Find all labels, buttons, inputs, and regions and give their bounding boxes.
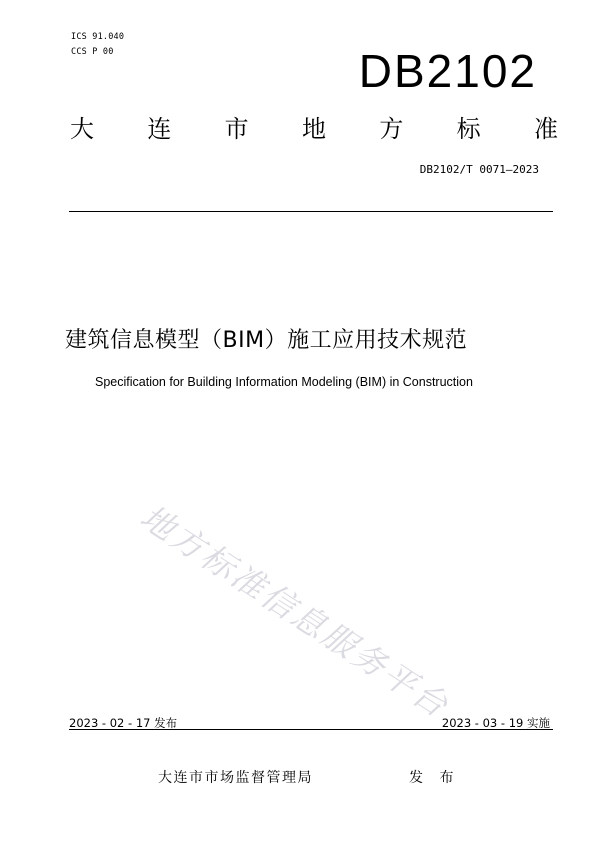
heading-char: 连: [147, 115, 172, 143]
ccs-code: CCS P 00: [71, 47, 114, 57]
ics-code: ICS 91.040: [71, 32, 125, 42]
issue-date: 2023 - 02 - 17 发布: [69, 716, 178, 730]
issuing-authority: 大连市市场监督管理局: [158, 770, 313, 786]
standard-number: DB2102/T 0071—2023: [419, 163, 539, 176]
document-title-english: Specification for Building Information Modeling (BIM) in Construction: [95, 375, 473, 389]
heading-char: 标: [456, 115, 481, 143]
standard-code-logo: DB2102: [358, 45, 537, 97]
heading-char: 准: [533, 115, 558, 143]
heading-char: 地: [301, 115, 326, 143]
issue-label: 发 布: [409, 770, 460, 786]
local-standard-heading: [70, 117, 558, 141]
document-title-chinese: 建筑信息模型（BIM）施工应用技术规范: [65, 328, 468, 353]
heading-char: 方: [379, 115, 404, 143]
implementation-date: 2023 - 03 - 19 实施: [441, 716, 550, 730]
heading-char: 市: [224, 115, 249, 143]
bottom-divider: [69, 729, 553, 730]
watermark: 地方标准信息服务平台: [133, 497, 457, 726]
top-divider: [69, 211, 553, 212]
heading-char: 大: [70, 115, 94, 143]
